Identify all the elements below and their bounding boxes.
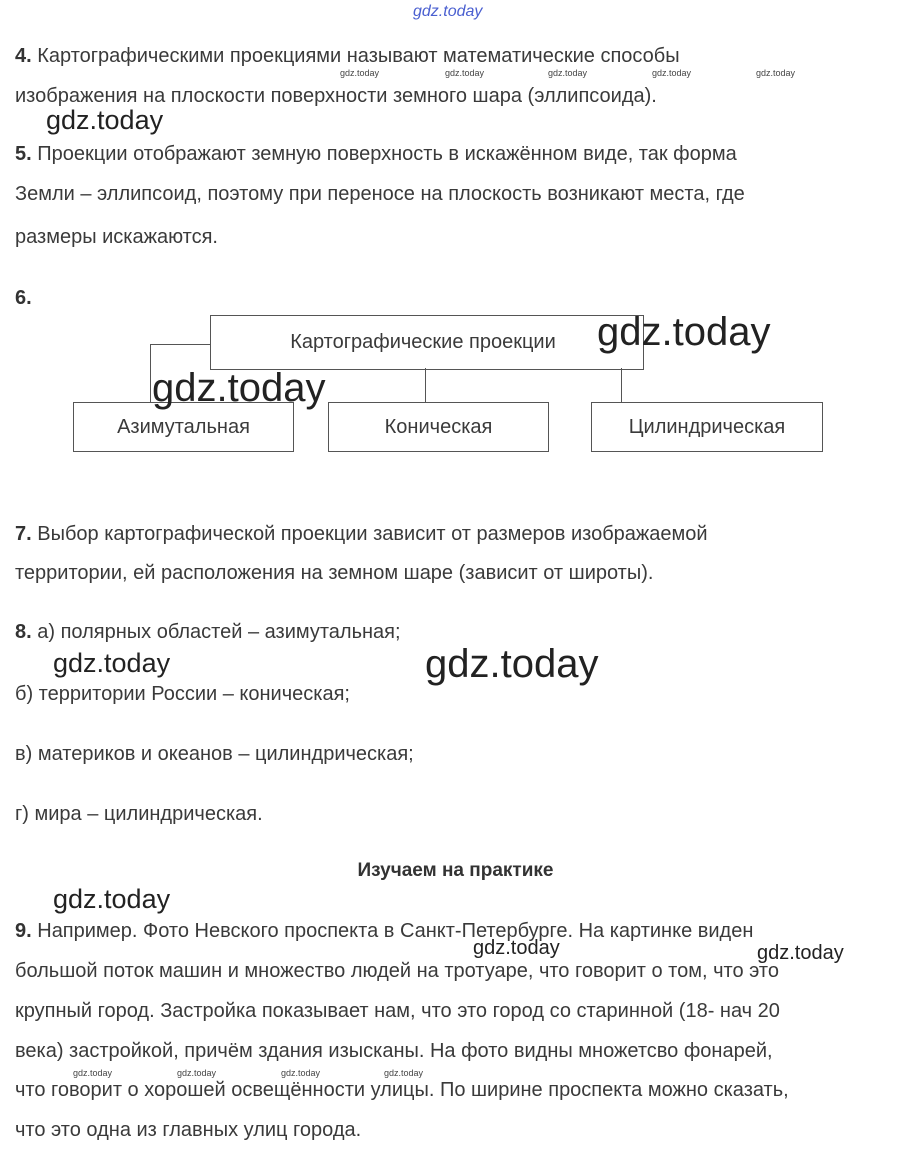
q5-line-1 [15,142,737,166]
diagram-connector-left-h [150,344,211,345]
q8-line-d: г) мира – цилиндрическая. [15,803,263,825]
q5-number: 5. [15,143,32,165]
q4-line-1 [15,44,680,68]
watermark-tiny-5: gdz.today [756,68,796,78]
q9-line-2: большой поток машин и множество людей на тротуаре, что говорит о том, что это [15,960,779,982]
q4-line-2: изображения на плоскости поверхности земного шара (эллипсоида). [15,85,657,107]
q4-number: 4. [15,45,32,67]
diagram-child-cylindrical-label: Цилиндрическая [628,415,786,438]
watermark-tiny-9: gdz.today [384,1068,424,1078]
q6-number: 6. [15,287,32,309]
watermark-top: gdz.today [413,3,483,20]
q8-text-a: а) полярных областей – азимутальная; [31,621,401,643]
watermark-tiny-6: gdz.today [73,1068,113,1078]
q9-text-1: Например. Фото Невского проспекта в Санкт-Петербурге. На картинке виден [31,920,754,942]
diagram-root-box [210,315,644,370]
q7-line-1 [15,522,708,546]
diagram-root-label: Картографические проекции [290,331,556,353]
watermark-tiny-4: gdz.today [652,68,692,78]
diagram-child-conic [328,402,549,452]
diagram-connector-left-v [150,344,151,403]
diagram-connector-mid-v [425,368,426,403]
watermark-tiny-2: gdz.today [445,68,485,78]
q9-line-3: крупный город. Застройка показывает нам, что это город со старинной (18- нач 20 [15,1000,780,1022]
watermark-3: gdz.today [152,366,326,410]
q8-line-b: б) территории России – коническая; [15,683,350,705]
watermark-tiny-1: gdz.today [340,68,380,78]
section-heading: Изучаем на практике [357,860,554,881]
diagram-child-conic-label: Коническая [384,415,493,438]
q5-line-3: размеры искажаются. [15,226,218,248]
watermark-4: gdz.today [53,648,171,678]
q7-text-1: Выбор картографической проекции зависит от размеров изображаемой [31,523,708,545]
q9-line-5: что говорит о хорошей освещённости улицы. По ширине проспекта можно сказать, [15,1079,789,1101]
watermark-tiny-7: gdz.today [177,1068,217,1078]
q5-text-1: Проекции отображают земную поверхность в искажённом виде, так форма [31,143,737,165]
q9-line-1 [15,919,753,943]
diagram-connector-right-v [621,368,622,403]
q5-line-2: Земли – эллипсоид, поэтому при переносе на плоскость возникают места, где [15,183,745,205]
q8-line-a [15,620,401,644]
diagram-child-azimuthal-label: Азимутальная [117,415,250,438]
q4-text-1: Картографическими проекциями называют математические способы [31,45,680,67]
watermark-2: gdz.today [597,310,771,354]
q6-line [15,286,32,310]
q9-line-4: века) застройкой, причём здания изысканы. На фото видны множетсво фонарей, [15,1040,773,1062]
q9-line-6: что это одна из главных улиц города. [15,1119,362,1141]
q9-number: 9. [15,920,32,942]
watermark-8: gdz.today [757,942,844,964]
q8-line-c: в) материков и океанов – цилиндрическая; [15,743,414,765]
diagram-child-cylindrical [591,402,823,452]
q7-number: 7. [15,523,32,545]
watermark-6: gdz.today [53,884,171,914]
watermark-tiny-3: gdz.today [548,68,588,78]
watermark-tiny-8: gdz.today [281,1068,321,1078]
watermark-5: gdz.today [425,642,599,686]
q8-number: 8. [15,621,32,643]
watermark-1: gdz.today [46,105,164,135]
watermark-7: gdz.today [473,937,560,959]
q7-line-2: территории, ей расположения на земном шаре (зависит от широты). [15,562,654,584]
